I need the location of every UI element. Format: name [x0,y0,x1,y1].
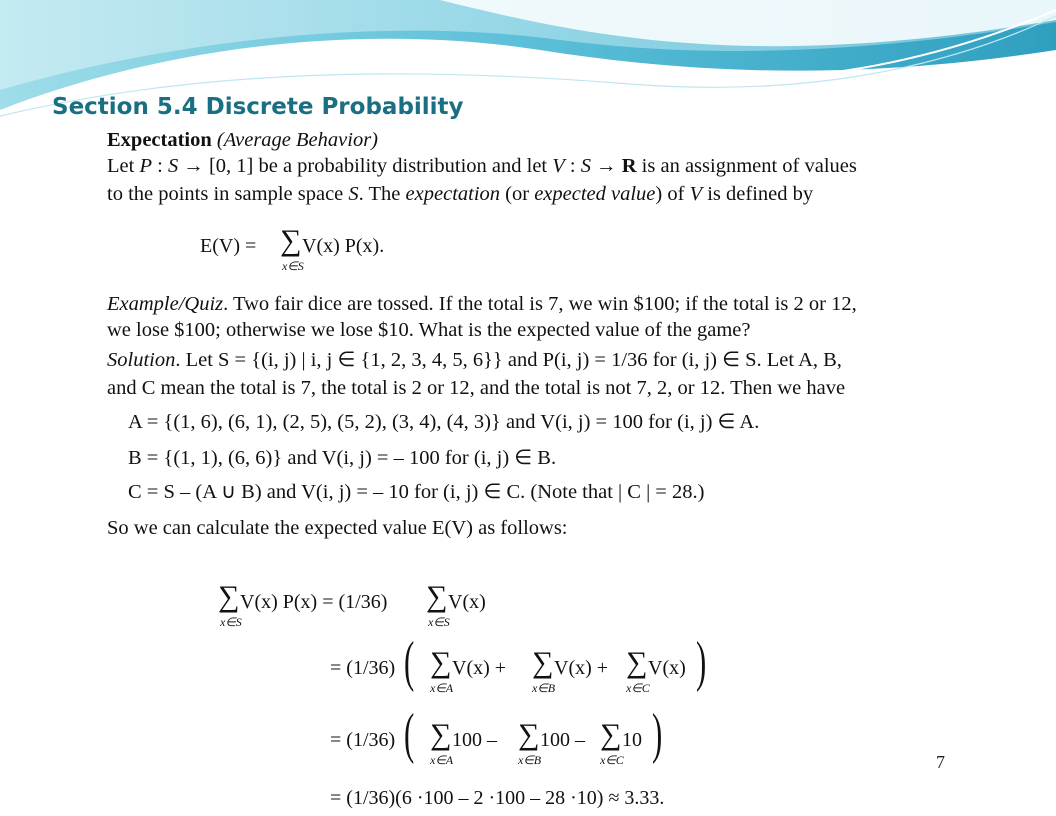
t: : [151,155,168,177]
solution-label: Solution [107,349,176,371]
row3-term-3: 10 [622,729,642,751]
row4-result: = (1/36)(6 ·100 – 2 ·100 – 28 ·10) ≈ 3.33. [330,787,665,809]
row2-term-3: V(x) [648,657,686,679]
solution-line-2: and C mean the total is 7, the total is 2 or 12, and the total is not 7, 2, or 12. Then we have [107,377,846,399]
row2-prefix: = (1/36) [330,657,396,679]
t: P [139,155,152,177]
example-label: Example/Quiz [107,293,224,315]
example-line-2: we lose $100; otherwise we lose $10. What is the expected value of the game? [107,319,751,341]
row3-sub-3: x∈C [600,753,624,767]
slide-title: Section 5.4 Discrete Probability [52,94,464,120]
set-a-line: A = {(1, 6), (6, 1), (2, 5), (5, 2), (3, 4), (4, 3)} and V(i, j) = 100 for (i, j) ∈ A. [128,411,760,433]
t: : [564,155,581,177]
definition-line-2 [107,182,813,206]
t: → [590,155,622,177]
t: Let [107,155,140,177]
sigma-symbol: ∑ [430,718,452,751]
solution-line-1 [107,348,842,372]
row3-term-1: 100 – [452,729,497,751]
row2-term-2: V(x) + [554,657,609,679]
row2-sub-2: x∈B [532,681,556,695]
sigma-symbol: ∑ [426,580,448,613]
formula-sum-sub: x∈S [282,259,304,273]
t: S [580,155,591,177]
t: . The [358,183,406,205]
t: S [167,155,179,177]
row3-prefix: = (1/36) [330,729,396,751]
set-c-line: C = S – (A ∪ B) and V(i, j) = – 10 for (i, j) ∈ C. (Note that | C | = 28.) [128,481,705,503]
slide-content [104,126,994,816]
row3-term-2: 100 – [540,729,585,751]
t: to the points in sample space [107,183,349,205]
sigma-symbol: ∑ [600,718,622,751]
t: V [689,183,703,205]
row1-lhs: V(x) P(x) = (1/36) [240,591,388,613]
t: (or [500,183,535,205]
t: is defined by [702,183,814,205]
t: R [621,155,637,177]
t: expected value [534,183,656,205]
example-line-1 [107,292,857,316]
row2-sub-3: x∈C [626,681,650,695]
row3-sub-2: x∈B [518,753,542,767]
row3-sub-1: x∈A [430,753,454,767]
formula-lhs: E(V) = [200,235,257,257]
t: V [552,155,565,177]
t: S [348,183,359,205]
t: ) of [655,183,690,205]
right-paren: ) [652,703,663,765]
t: expectation [405,183,501,205]
expectation-heading [107,128,378,152]
sigma-symbol: ∑ [626,646,648,679]
page-number: 7 [936,752,945,772]
t: . Two fair dice are tossed. If the total is 7, we win $100; if the total is 2 or 12, [223,293,857,315]
row2-term-1: V(x) + [452,657,507,679]
row1-lhs-sub: x∈S [220,615,242,629]
left-paren: ( [404,631,415,693]
left-paren: ( [404,703,415,765]
right-paren: ) [696,631,707,693]
heading-bold: Expectation [107,129,212,151]
t: is an assignment of values [636,155,857,177]
t: → [0, 1] be a probability distribution and let [178,155,553,177]
sigma-symbol: ∑ [218,580,240,613]
sigma-symbol: ∑ [430,646,452,679]
row1-rhs-sub: x∈S [428,615,450,629]
formula-sum-body: V(x) P(x). [302,235,385,257]
definition-line-1 [107,154,857,178]
sigma-symbol: ∑ [532,646,554,679]
set-b-line: B = {(1, 1), (6, 6)} and V(i, j) = – 100 for (i, j) ∈ B. [128,447,557,469]
row1-rhs: V(x) [448,591,486,613]
row2-sub-1: x∈A [430,681,454,695]
sigma-symbol: ∑ [280,224,302,257]
heading-italic: (Average Behavior) [216,129,378,151]
t: . Let S = {(i, j) | i, j ∈ {1, 2, 3, 4, 5, 6}} and P(i, j) = 1/36 for (i, j) ∈ S. Let A, B, [175,349,842,371]
sigma-symbol: ∑ [518,718,540,751]
calc-intro: So we can calculate the expected value E(V) as follows: [107,517,568,539]
